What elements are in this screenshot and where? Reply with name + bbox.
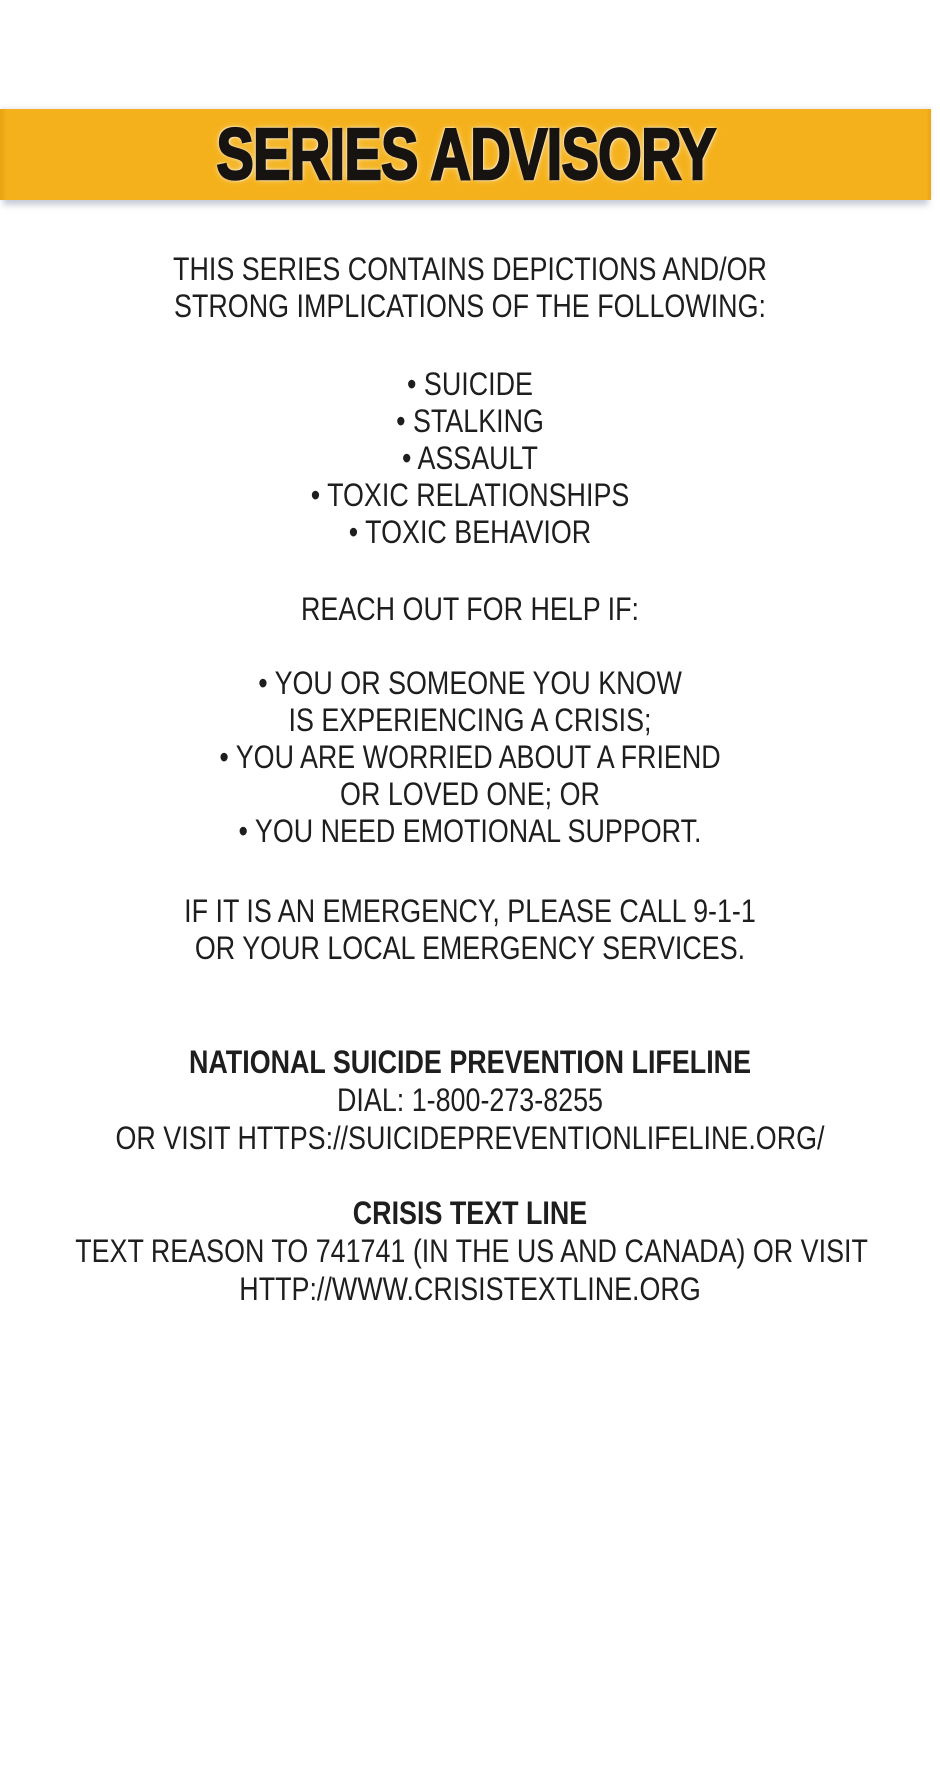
crisis-url: HTTP://WWW.CRISISTEXTLINE.ORG — [239, 1271, 701, 1307]
emergency-line: IF IT IS AN EMERGENCY, PLEASE CALL 9-1-1 — [184, 893, 756, 929]
lifeline-url: OR VISIT HTTPS://SUICIDEPREVENTIONLIFELINE.ORG/ — [115, 1120, 825, 1156]
help-condition-line: • YOU NEED EMOTIONAL SUPPORT. — [238, 813, 702, 849]
lifeline-heading: NATIONAL SUICIDE PREVENTION LIFELINE — [188, 1044, 752, 1080]
reach-out-heading-block — [75, 591, 865, 628]
warning-item: • STALKING — [396, 403, 544, 439]
warning-item: • SUICIDE — [407, 366, 533, 402]
lifeline-dial-number: DIAL: 1-800-273-8255 — [337, 1082, 603, 1118]
advisory-content — [75, 0, 868, 1792]
crisis-text-line-section — [75, 1194, 868, 1308]
content-warning-list — [75, 366, 865, 551]
help-condition-line: • YOU ARE WORRIED ABOUT A FRIEND — [219, 739, 721, 775]
emergency-paragraph — [75, 893, 865, 967]
intro-line: THIS SERIES CONTAINS DEPICTIONS AND/OR — [173, 251, 767, 287]
reach-out-heading: REACH OUT FOR HELP IF: — [300, 591, 640, 627]
crisis-heading: CRISIS TEXT LINE — [352, 1195, 588, 1231]
warning-item: • ASSAULT — [402, 440, 538, 476]
intro-line: STRONG IMPLICATIONS OF THE FOLLOWING: — [174, 288, 766, 324]
help-condition-line: IS EXPERIENCING A CRISIS; — [288, 702, 652, 738]
help-condition-list — [75, 665, 865, 850]
emergency-line: OR YOUR LOCAL EMERGENCY SERVICES. — [194, 930, 746, 966]
crisis-instruction: TEXT REASON TO 741741 (IN THE US AND CANADA) OR VISIT — [75, 1233, 868, 1269]
warning-item: • TOXIC BEHAVIOR — [348, 514, 592, 550]
warning-item: • TOXIC RELATIONSHIPS — [310, 477, 630, 513]
help-condition-line: • YOU OR SOMEONE YOU KNOW — [258, 665, 682, 701]
banner-title: SERIES ADVISORY — [215, 114, 716, 195]
intro-paragraph — [75, 251, 865, 325]
lifeline-section — [75, 1043, 865, 1157]
help-condition-line: OR LOVED ONE; OR — [340, 776, 600, 812]
